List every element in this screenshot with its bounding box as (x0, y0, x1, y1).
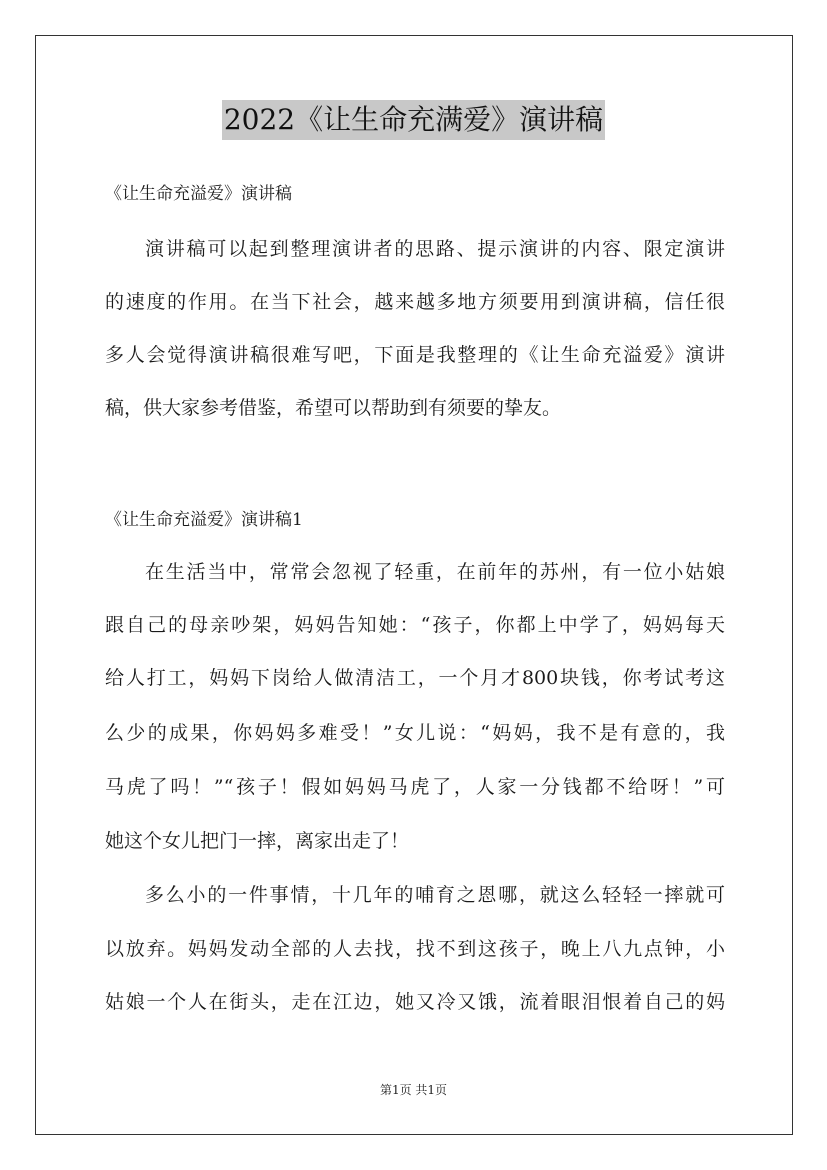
intro-line: 多人会觉得演讲稿很难写吧，下面是我整理的《让生命充溢爱》演讲 (105, 344, 725, 366)
speech1-para1-line: 么少的成果，你妈妈多难受！”女儿说：“妈妈，我不是有意的，我 (105, 722, 725, 744)
speech1-para1-line: 她这个女儿把门一摔，离家出走了！ (105, 830, 410, 852)
speech1-para1-line: 跟自己的母亲吵架，妈妈告知她：“孩子，你都上中学了，妈妈每天 (105, 614, 725, 636)
speech1-para2-line: 以放弃。妈妈发动全部的人去找，找不到这孩子，晚上八九点钟，小 (105, 938, 725, 960)
speech1-para1-line: 给人打工，妈妈下岗给人做清洁工，一个月才800块钱，你考试考这 (105, 667, 725, 689)
speech1-para2-line: 多么小的一件事情，十几年的哺育之恩哪，就这么轻轻一摔就可 (145, 884, 725, 906)
title-wrap (0, 100, 827, 140)
intro-line: 演讲稿可以起到整理演讲者的思路、提示演讲的内容、限定演讲 (145, 238, 725, 260)
speech1-para1-line: 在生活当中，常常会忽视了轻重，在前年的苏州，有一位小姑娘 (145, 561, 725, 583)
intro-heading: 《让生命充溢爱》演讲稿 (105, 184, 292, 204)
document-title: 2022《让生命充满爱》演讲稿 (222, 100, 605, 140)
intro-line: 稿，供大家参考借鉴，希望可以帮助到有须要的挚友。 (105, 397, 562, 419)
page-footer: 第1页 共1页 (379, 1083, 448, 1097)
speech1-para1-line: 马虎了吗！”“孩子！假如妈妈马虎了，人家一分钱都不给呀！”可 (105, 776, 725, 798)
intro-line: 的速度的作用。在当下社会，越来越多地方须要用到演讲稿，信任很 (105, 291, 725, 313)
speech1-para2-line: 姑娘一个人在街头，走在江边，她又冷又饿，流着眼泪恨着自己的妈 (105, 991, 725, 1013)
speech1-heading: 《让生命充溢爱》演讲稿1 (105, 510, 303, 530)
